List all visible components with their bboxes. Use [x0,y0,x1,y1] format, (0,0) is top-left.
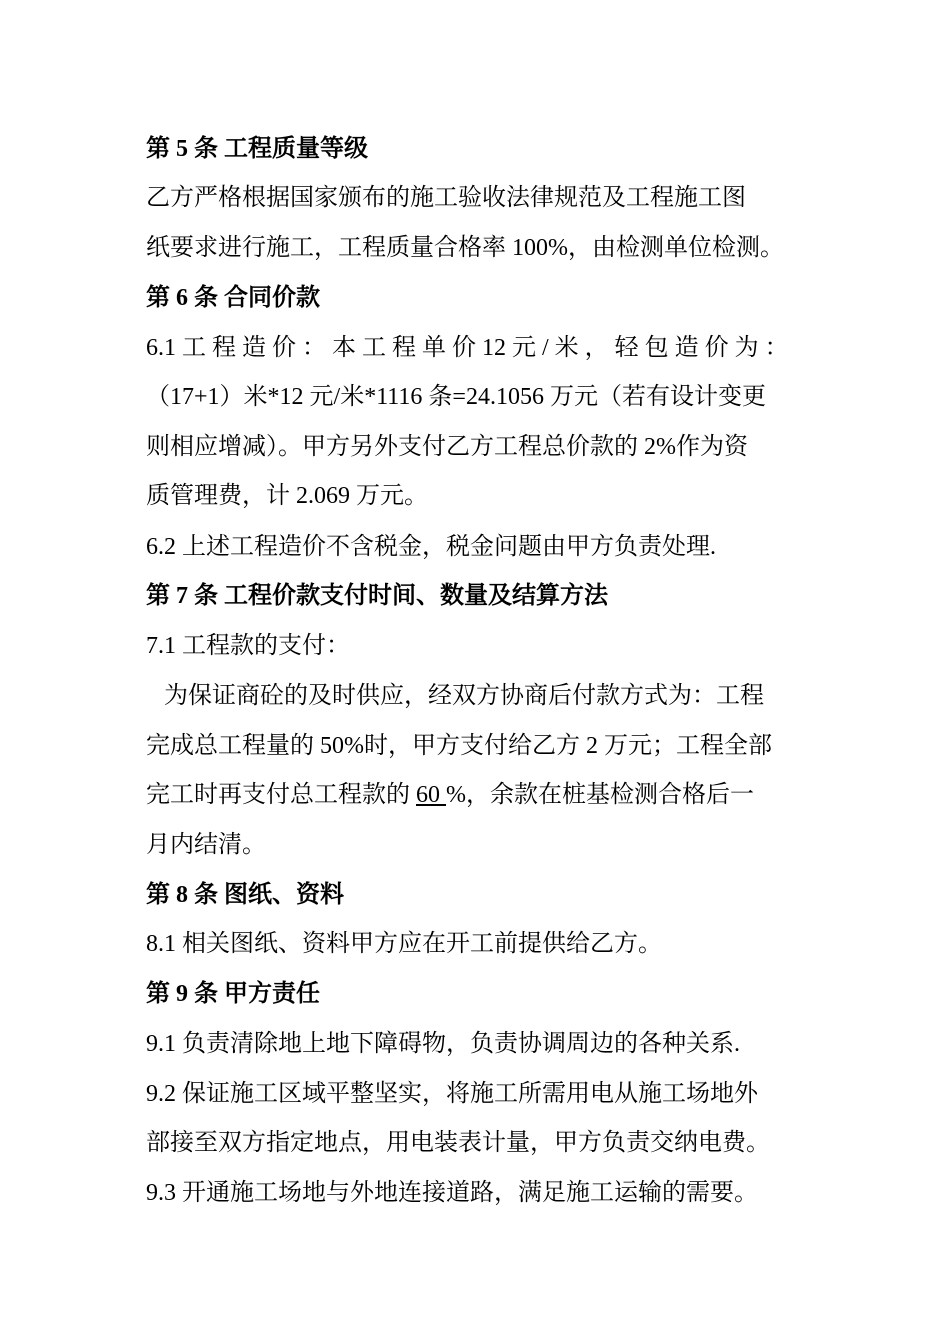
paragraph-line: 乙方严格根据国家颁布的施工验收法律规范及工程施工图 [146,185,746,211]
paragraph-line: （17+1）米*12 元/米*1116 条=24.1056 万元（若有设计变更 [146,384,766,410]
section-heading-6: 第 6 条 合同价款 [146,285,320,311]
section-heading-8: 第 8 条 图纸、资料 [146,882,344,908]
section-heading-9: 第 9 条 甲方责任 [146,981,320,1007]
paragraph-line: 完成总工程量的 50%时，甲方支付给乙方 2 万元；工程全部 [146,733,772,759]
paragraph-line: 纸要求进行施工，工程质量合格率 100%，由检测单位检测。 [146,235,784,261]
paragraph-line [146,780,754,810]
underlined-percent: 60 [416,782,446,808]
paragraph-line: 9.2 保证施工区域平整坚实，将施工所需用电从施工场地外 [146,1081,758,1107]
section-heading-5: 第 5 条 工程质量等级 [146,136,368,162]
paragraph-line: 7.1 工程款的支付： [146,633,350,659]
paragraph-line: 质管理费，计 2.069 万元。 [146,483,428,509]
paragraph-line: 6.2 上述工程造价不含税金，税金问题由甲方负责处理. [146,534,716,560]
paragraph-line: 9.1 负责清除地上地下障碍物，负责协调周边的各种关系. [146,1031,740,1057]
paragraph-line: 部接至双方指定地点，用电装表计量，甲方负责交纳电费。 [146,1130,770,1156]
paragraph-line: 则相应增减）。甲方另外支付乙方工程总价款的 2%作为资 [146,434,748,460]
section-heading-7: 第 7 条 工程价款支付时间、数量及结算方法 [146,583,608,609]
paragraph-line: 8.1 相关图纸、资料甲方应在开工前提供给乙方。 [146,931,662,957]
paragraph-line: 6.1 工 程 造 价 ： 本 工 程 单 价 12 元 / 米 ， 轻 包 造 价 为 ： [146,335,789,361]
paragraph-line: 月内结清。 [146,832,266,858]
line-text-pre: 完工时再支付总工程款的 [146,782,416,808]
paragraph-line: 为保证商砼的及时供应，经双方协商后付款方式为：工程 [164,683,764,709]
paragraph-line: 9.3 开通施工场地与外地连接道路，满足施工运输的需要。 [146,1180,758,1206]
line-text-post: %，余款在桩基检测合格后一 [446,782,754,808]
